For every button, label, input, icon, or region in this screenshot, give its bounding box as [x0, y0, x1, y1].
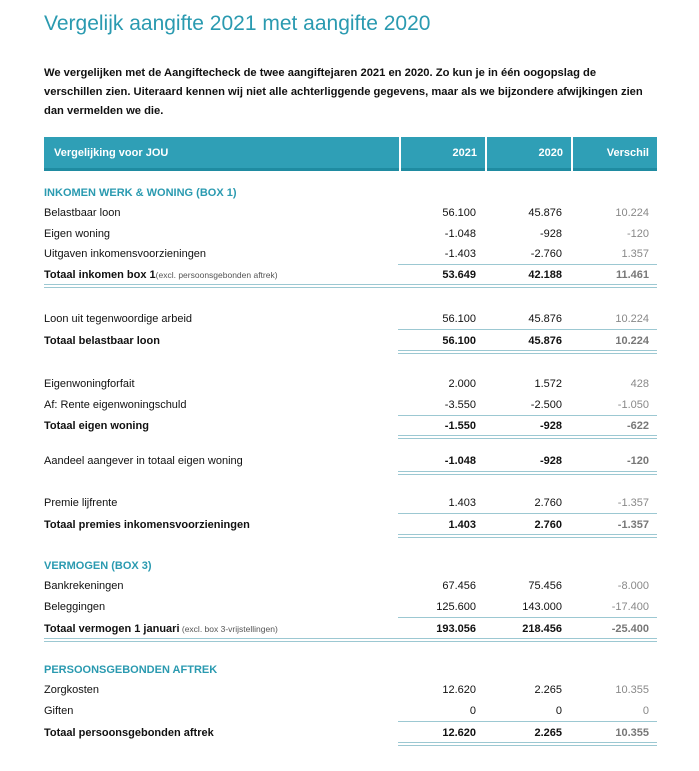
value-2020: 75.456: [528, 580, 562, 592]
value-2021: 53.649: [442, 269, 476, 281]
header-2020: 2020: [487, 137, 571, 171]
value-2021: 193.056: [436, 623, 476, 635]
value-2020: 42.188: [528, 269, 562, 281]
table-row: [44, 576, 657, 596]
row-label: Eigen woning: [44, 228, 111, 240]
section-box3-title: VERMOGEN (BOX 3): [44, 560, 152, 572]
value-2020: -2.500: [530, 399, 562, 411]
row-label: Totaal eigen woning: [44, 420, 149, 432]
double-divider: [398, 435, 657, 439]
divider: [398, 513, 657, 514]
value-verschil: -1.357: [617, 497, 649, 509]
divider: [398, 617, 657, 618]
value-2020: 45.876: [528, 313, 562, 325]
value-verschil: -120: [626, 228, 649, 240]
value-verschil: -120: [626, 455, 649, 467]
table-row: [44, 395, 657, 415]
double-divider: [398, 350, 657, 354]
row-label: Totaal inkomen box 1(excl. persoonsgebonden aftrek): [44, 269, 278, 281]
row-note: (excl. persoonsgebonden aftrek): [155, 270, 278, 280]
value-2021: -3.550: [444, 399, 476, 411]
table-row: [44, 309, 657, 329]
value-2021: 12.620: [442, 684, 476, 696]
intro-text: We vergelijken met de Aangiftecheck de twee aangiftejaren 2021 en 2020. Zo kun je in één oogopslag de verschillen zien. Uiteraard kennen wij niet alle achterliggende gegevens, maar als we bijzondere afwijkingen zien dan vermelden we die.: [44, 67, 643, 117]
total-row: [44, 619, 657, 639]
value-2020: 2.760: [534, 519, 562, 531]
total-row: [44, 265, 657, 285]
row-label: Uitgaven inkomensvoorzieningen: [44, 248, 207, 260]
value-verschil: -1.050: [617, 399, 649, 411]
table-header: [44, 137, 657, 171]
value-verschil: 10.224: [615, 335, 649, 347]
header-label: Vergelijking voor JOU: [44, 137, 399, 171]
value-2021: 0: [469, 705, 476, 717]
row-label: Loon uit tegenwoordige arbeid: [44, 313, 193, 325]
value-2020: 1.572: [534, 378, 562, 390]
total-row: [44, 723, 657, 743]
row-label: Zorgkosten: [44, 684, 100, 696]
value-2020: 0: [555, 705, 562, 717]
table-row: [44, 701, 657, 721]
value-verschil: 10.355: [615, 684, 649, 696]
double-divider: [398, 742, 657, 746]
value-2021: 12.620: [442, 727, 476, 739]
table-row: [44, 244, 657, 264]
value-verschil: 0: [642, 705, 649, 717]
table-row: [44, 451, 657, 471]
row-label: Aandeel aangever in totaal eigen woning: [44, 455, 243, 467]
value-2020: 143.000: [522, 601, 562, 613]
value-2021: -1.048: [444, 228, 476, 240]
value-2020: -928: [539, 455, 562, 467]
value-2020: 2.760: [534, 497, 562, 509]
header-verschil: Verschil: [573, 137, 657, 171]
row-label: Totaal belastbaar loon: [44, 335, 160, 347]
value-verschil: -8.000: [617, 580, 649, 592]
value-2021: -1.048: [444, 455, 476, 467]
header-2021: 2021: [401, 137, 485, 171]
value-verschil: -17.400: [611, 601, 649, 613]
row-label: Giften: [44, 705, 74, 717]
table-row: [44, 374, 657, 394]
value-2021: 56.100: [442, 335, 476, 347]
value-verschil: 11.461: [615, 269, 649, 281]
value-2020: 2.265: [534, 684, 562, 696]
double-divider: [398, 534, 657, 538]
value-2020: 45.876: [528, 335, 562, 347]
row-label: Bankrekeningen: [44, 580, 124, 592]
divider: [398, 329, 657, 330]
row-label: Premie lijfrente: [44, 497, 118, 509]
value-2021: 67.456: [442, 580, 476, 592]
row-note: (excl. box 3-vrijstellingen): [179, 624, 278, 634]
section-pga-title: PERSOONSGEBONDEN AFTREK: [44, 664, 218, 676]
value-2021: 125.600: [436, 601, 476, 613]
value-verschil: -622: [626, 420, 649, 432]
value-2021: 1.403: [448, 497, 476, 509]
table-row: [44, 493, 657, 513]
value-verschil: 10.355: [615, 727, 649, 739]
value-2020: -2.760: [530, 248, 562, 260]
value-verschil: -1.357: [617, 519, 649, 531]
row-label: Totaal vermogen 1 januari (excl. box 3-vrijstellingen): [44, 623, 278, 635]
total-row: [44, 416, 657, 436]
double-divider: [398, 471, 657, 475]
total-row: [44, 331, 657, 351]
double-divider: [44, 284, 657, 288]
row-label: Eigenwoningforfait: [44, 378, 135, 390]
value-verschil: -25.400: [611, 623, 649, 635]
row-label: Belastbaar loon: [44, 207, 121, 219]
table-row: [44, 224, 657, 244]
row-label: Totaal premies inkomensvoorzieningen: [44, 519, 250, 531]
value-2021: 56.100: [442, 313, 476, 325]
value-2021: -1.550: [444, 420, 476, 432]
value-2020: -928: [539, 420, 562, 432]
value-verschil: 1.357: [621, 248, 649, 260]
value-verschil: 428: [630, 378, 649, 390]
value-2020: 218.456: [522, 623, 562, 635]
section-box1-title: INKOMEN WERK & WONING (BOX 1): [44, 187, 237, 199]
divider: [398, 721, 657, 722]
page-title: Vergelijk aangifte 2021 met aangifte 2020: [44, 12, 431, 35]
row-label: Af: Rente eigenwoningschuld: [44, 399, 187, 411]
table-row: [44, 680, 657, 700]
value-2020: 2.265: [534, 727, 562, 739]
value-2021: 1.403: [448, 519, 476, 531]
value-2020: -928: [539, 228, 562, 240]
value-2020: 45.876: [528, 207, 562, 219]
value-2021: 56.100: [442, 207, 476, 219]
value-verschil: 10.224: [615, 207, 649, 219]
double-divider: [44, 638, 657, 642]
row-label: Beleggingen: [44, 601, 106, 613]
value-2021: -1.403: [444, 248, 476, 260]
table-row: [44, 203, 657, 223]
table-row: [44, 597, 657, 617]
value-verschil: 10.224: [615, 313, 649, 325]
row-label: Totaal persoonsgebonden aftrek: [44, 727, 214, 739]
total-row: [44, 515, 657, 535]
value-2021: 2.000: [448, 378, 476, 390]
